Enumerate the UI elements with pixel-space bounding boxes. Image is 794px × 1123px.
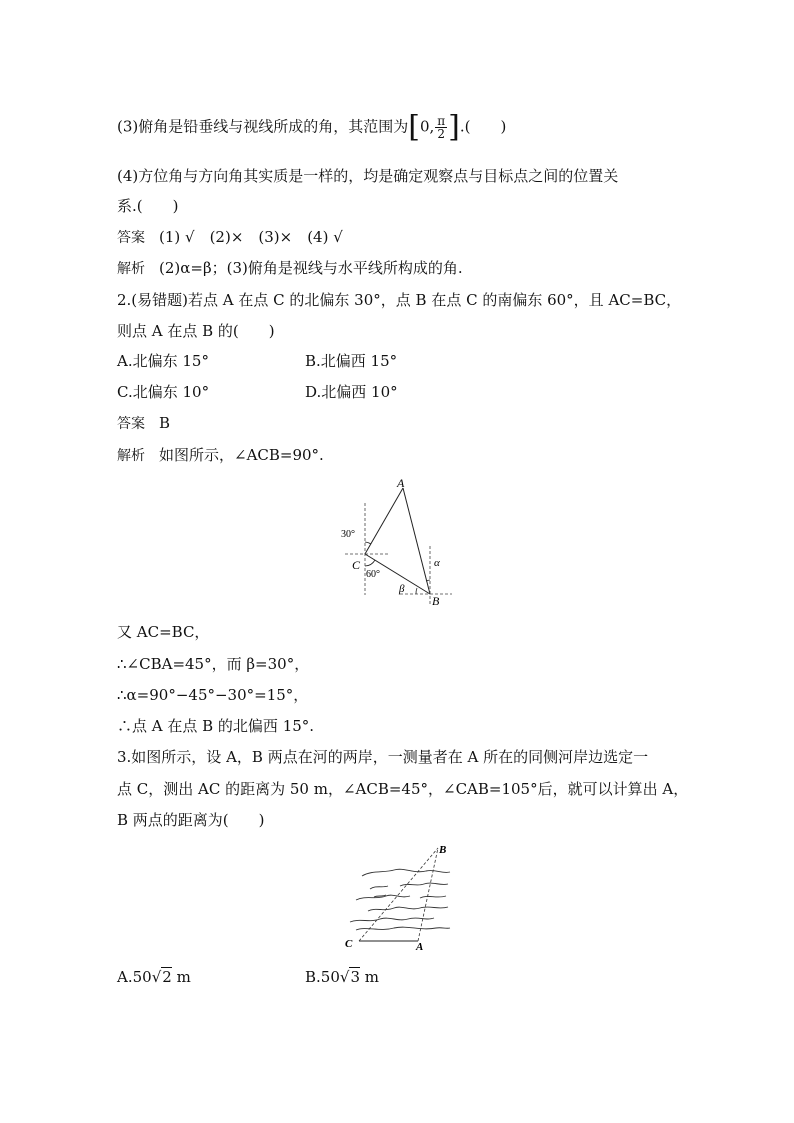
- analysis-text: 如图所示，∠ACB=90°.: [159, 446, 324, 464]
- q3-stem-line2: 点 C，测出 AC 的距离为 50 m，∠ACB=45°，∠CAB=105°后，就可以计算出 A，: [117, 780, 689, 798]
- q1-item3: [117, 109, 507, 145]
- option-a-radicand: 2: [162, 968, 172, 986]
- q2-step3: ∴α=90°−45°−30°=15°，: [117, 686, 309, 704]
- fraction-numerator: π: [437, 114, 446, 128]
- answer-label: 答案: [117, 416, 145, 432]
- fraction-denominator: 2: [437, 127, 446, 141]
- q1-item4-line1: (4)方位角与方向角其实质是一样的，均是确定观察点与目标点之间的位置关: [117, 167, 619, 185]
- right-bracket: ]: [448, 109, 460, 145]
- analysis-text: (2)α=β；(3)俯角是视线与水平线所构成的角.: [159, 259, 463, 277]
- answer-text: (1) √ (2)× (3)× (4) √: [159, 228, 343, 246]
- vertex-label-b: B: [432, 594, 440, 608]
- angle-label-30: 30°: [341, 529, 355, 540]
- q2-step4: ∴点 A 在点 B 的北偏西 15°.: [117, 717, 315, 735]
- vertex-label-a: A: [397, 476, 405, 490]
- q2-answer: [117, 413, 170, 434]
- option-b-unit: m: [360, 968, 379, 986]
- q2-triangle-figure: [330, 470, 460, 610]
- q1-item3-tail: .( ): [459, 117, 507, 136]
- q1-answer: [117, 227, 343, 248]
- q2-option-d: D.北偏西 10°: [305, 383, 398, 401]
- q2-option-c: C.北偏东 10°: [117, 383, 210, 401]
- q2-option-a: A.北偏东 15°: [117, 352, 209, 370]
- vertex-label-c: C: [345, 938, 353, 950]
- q2-stem-line2: 则点 A 在点 B 的( ): [117, 322, 275, 340]
- q2-stem-line1: 2.(易错题)若点 A 在点 C 的北偏东 30°，点 B 在点 C 的南偏东 60°，且 AC=BC，: [117, 291, 682, 309]
- sqrt-sign: √: [339, 968, 350, 986]
- analysis-label: 解析: [117, 448, 145, 464]
- q1-analysis: [117, 258, 463, 279]
- angle-label-alpha: α: [434, 557, 440, 569]
- vertex-label-a: A: [416, 941, 424, 953]
- left-bracket: [: [408, 109, 420, 145]
- q1-item3-text: (3)俯角是铅垂线与视线所成的角，其范围为: [117, 117, 409, 136]
- pi-over-2-fraction: [435, 115, 447, 140]
- q3-river-figure: [340, 838, 460, 958]
- q1-item4-line2: 系.( ): [117, 197, 179, 215]
- answer-text: B: [159, 414, 171, 432]
- q2-step2: ∴∠CBA=45°，而 β=30°，: [117, 655, 310, 673]
- option-b-radicand: 3: [350, 968, 360, 986]
- q1-item3-zero: 0,: [419, 117, 435, 136]
- q3-stem-line1: 3.如图所示，设 A，B 两点在河的两岸，一测量者在 A 所在的同侧河岸边选定一: [117, 748, 649, 766]
- option-a-coefficient: A.50: [117, 968, 152, 986]
- answer-label: 答案: [117, 230, 145, 246]
- q3-stem-line3: B 两点的距离为( ): [117, 811, 265, 829]
- q3-option-b: [305, 967, 379, 987]
- q2-step1: 又 AC=BC，: [117, 623, 210, 641]
- q3-option-a: [117, 967, 191, 987]
- sqrt-sign: √: [151, 968, 162, 986]
- angle-label-60: 60°: [366, 569, 380, 580]
- option-b-coefficient: B.50: [305, 968, 340, 986]
- vertex-label-c: C: [352, 558, 361, 572]
- angle-label-beta: β: [399, 583, 405, 595]
- vertex-label-b: B: [439, 844, 447, 856]
- q2-option-b: B.北偏西 15°: [305, 352, 398, 370]
- q2-analysis: [117, 445, 324, 466]
- option-a-unit: m: [171, 968, 191, 986]
- analysis-label: 解析: [117, 261, 145, 277]
